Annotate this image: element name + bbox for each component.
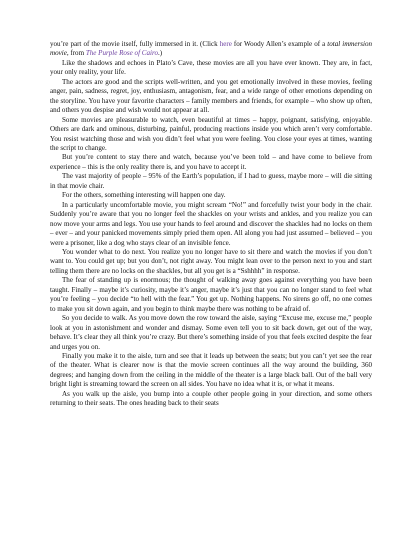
paragraph-9: The fear of standing up is enormous; the thought of walking away goes against everything you have been taught. Finally – maybe it’s curiosity, maybe it’s anger, maybe it’s just that you can no longer stand to feel what you’re feeling – you decide “to hell with the fear.” You get up. Nothing happens. No sirens go off, no one comes to make you sit down again, and you begin to think maybe there was nothing to be afraid of.: [50, 276, 372, 313]
paragraph-2: The actors are good and the scripts well-written, and you get emotionally involved in these movies, feeling anger, pain, sadness, regret, joy, enthusiasm, antagonism, fear, and a wide range of other emotions depending on the storyline. You have your favorite characters – family members and friends, for example – who show up often, and others you despise and wish would not appear at all.: [50, 77, 372, 115]
text-segment: you’re part of the movie itself, fully immersed in it. (Click: [50, 40, 220, 48]
purple-rose-of-cairo-link[interactable]: The Purple Rose of Cairo: [85, 49, 158, 58]
paragraph-4: But you’re content to stay there and watch, because you’ve been told – and have come to believe from experience – this is the only reality there is, and you have to accept it.: [50, 153, 372, 171]
paragraph-3: Some movies are pleasurable to watch, even beautiful at times – happy, poignant, satisfying, enjoyable. Others are dark and ominous, disturbing, painful, producing reactions inside you which aren’t very comfortable. You resist watching those and wish you didn’t feel what you were feeling. You close your eyes at times, wanting the script to change.: [50, 115, 372, 152]
paragraph-5: The vast majority of people – 95% of the Earth’s population, if I had to guess, maybe more – will die sitting in that movie chair.: [50, 172, 372, 190]
paragraph-10: So you decide to walk. As you move down the row toward the aisle, saying “Excuse me, excuse me,” people look at you in astonishment and wonder and dismay. Some even tell you to sit back down, get out of the way, behave. It’s clear they all think you’re crazy. But there’s something inside of you that feels excited despite the fear and urges you on.: [50, 314, 372, 351]
paragraph-11: Finally you make it to the aisle, turn and see that it leads up between the seats; but you can’t yet see the rear of the theater. What is clearer now is that the movie screen continues all the way around the building, 360 degrees; and hanging down from the ceiling in the middle of the theater is a large black ball. Out of the ball very bright light is streaming toward the screen on all sides. You have no idea what it is, or what it means.: [50, 351, 372, 389]
here-link[interactable]: here: [219, 40, 232, 48]
text-segment: .): [157, 49, 163, 58]
paragraph-7: In a particularly uncomfortable movie, you might scream “No!” and forcefully twist your body in the chair. Suddenly you’re aware that you no longer feel the shackles on your wrists and ankles, and you realize you can now move your arms and legs. You use your hands to feel around and discover the shackles had no locks on them – ever – and your panicked movements simply pried them open. All along you had just assumed – believed – you were a prisoner, like a dog who stays clear of an invisible fence.: [50, 200, 372, 247]
paragraph-8: You wonder what to do next. You realize you no longer have to sit there and watch the movies if you don’t want to. You could get up; but you don’t, not right away. You might lean over to the person next to you and start telling them there are no locks on the shackles, but all you get is a “Sshhhh” in response.: [50, 247, 372, 275]
text-segment: , from: [66, 49, 86, 58]
paragraph-6: For the others, something interesting will happen one day.: [62, 191, 226, 200]
paragraph-1: Like the shadows and echoes in Plato’s Cave, these movies are all you have ever known. They are, in fact, your only reality, your life.: [50, 58, 372, 77]
paragraph-12: As you walk up the aisle, you bump into a couple other people going in your direction, and some others returning to their seats. The ones heading back to their seats: [50, 389, 372, 408]
paragraph-0: [50, 40, 372, 59]
total-immersion-movie-italic: total immersion movie: [50, 40, 373, 58]
document-page: [50, 40, 372, 409]
text-segment: for Woody Allen’s example of a: [231, 40, 328, 48]
